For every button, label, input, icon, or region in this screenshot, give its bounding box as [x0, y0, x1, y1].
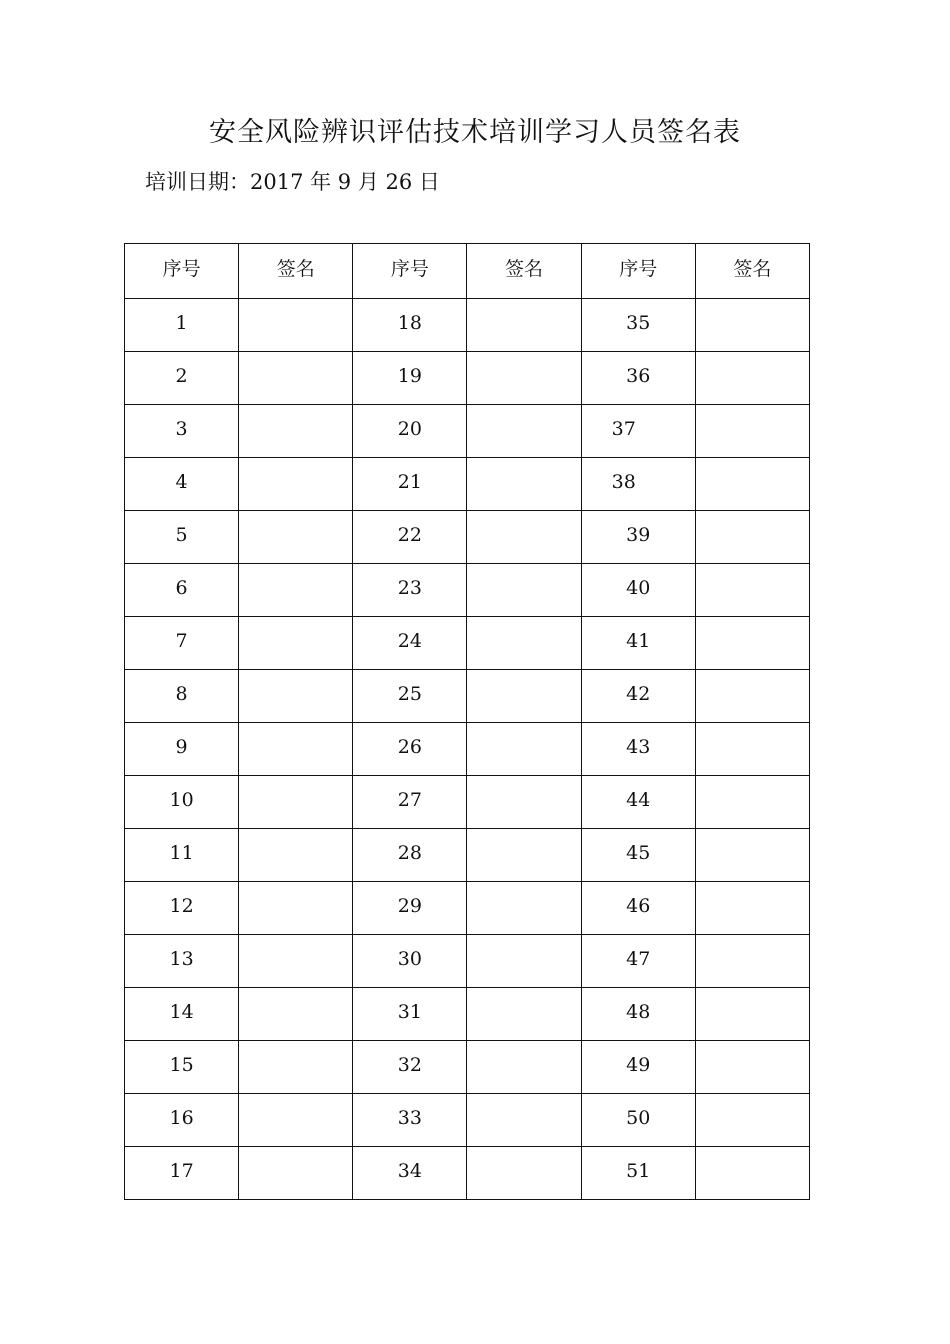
- signature-table: [124, 243, 810, 1200]
- row-number: 46: [581, 882, 695, 935]
- row-number: 16: [125, 1094, 239, 1147]
- row-number: 22: [353, 511, 467, 564]
- signature-cell[interactable]: [467, 405, 581, 458]
- signature-cell[interactable]: [239, 1041, 353, 1094]
- table-row: [125, 1094, 810, 1147]
- signature-cell[interactable]: [239, 935, 353, 988]
- signature-cell[interactable]: [467, 564, 581, 617]
- row-number: 26: [353, 723, 467, 776]
- row-number: 41: [581, 617, 695, 670]
- row-number: 30: [353, 935, 467, 988]
- signature-cell[interactable]: [695, 882, 809, 935]
- row-number: 42: [581, 670, 695, 723]
- table-row: [125, 723, 810, 776]
- signature-cell[interactable]: [239, 299, 353, 352]
- signature-cell[interactable]: [695, 617, 809, 670]
- signature-cell[interactable]: [695, 405, 809, 458]
- signature-cell[interactable]: [239, 670, 353, 723]
- signature-cell[interactable]: [467, 299, 581, 352]
- signature-cell[interactable]: [695, 511, 809, 564]
- column-header-number: 序号: [581, 244, 695, 299]
- signature-cell[interactable]: [467, 670, 581, 723]
- row-number: 44: [581, 776, 695, 829]
- signature-cell[interactable]: [695, 988, 809, 1041]
- row-number: 50: [581, 1094, 695, 1147]
- signature-cell[interactable]: [467, 617, 581, 670]
- row-number: 36: [581, 352, 695, 405]
- row-number: 31: [353, 988, 467, 1041]
- table-row: [125, 988, 810, 1041]
- table-row: [125, 829, 810, 882]
- row-number: 3: [125, 405, 239, 458]
- signature-cell[interactable]: [239, 988, 353, 1041]
- signature-cell[interactable]: [695, 299, 809, 352]
- row-number: 18: [353, 299, 467, 352]
- row-number: 40: [581, 564, 695, 617]
- signature-cell[interactable]: [695, 829, 809, 882]
- signature-cell[interactable]: [239, 511, 353, 564]
- signature-cell[interactable]: [239, 776, 353, 829]
- row-number: 27: [353, 776, 467, 829]
- signature-cell[interactable]: [239, 882, 353, 935]
- row-number: 24: [353, 617, 467, 670]
- table-row: [125, 1147, 810, 1200]
- signature-cell[interactable]: [695, 458, 809, 511]
- row-number: 51: [581, 1147, 695, 1200]
- signature-cell[interactable]: [695, 723, 809, 776]
- signature-cell[interactable]: [467, 988, 581, 1041]
- signature-cell[interactable]: [695, 564, 809, 617]
- signature-cell[interactable]: [467, 1147, 581, 1200]
- row-number: 34: [353, 1147, 467, 1200]
- table-row: [125, 670, 810, 723]
- signature-cell[interactable]: [239, 352, 353, 405]
- signature-cell[interactable]: [467, 829, 581, 882]
- signature-cell[interactable]: [239, 723, 353, 776]
- row-number: 15: [125, 1041, 239, 1094]
- signature-cell[interactable]: [239, 1147, 353, 1200]
- table-row: [125, 458, 810, 511]
- table-row: [125, 617, 810, 670]
- row-number: 23: [353, 564, 467, 617]
- table-row: [125, 1041, 810, 1094]
- row-number: 39: [581, 511, 695, 564]
- row-number: 9: [125, 723, 239, 776]
- training-date: 培训日期：2017 年 9 月 26 日: [145, 170, 440, 194]
- column-header-signature: 签名: [467, 244, 581, 299]
- signature-cell[interactable]: [467, 723, 581, 776]
- row-number: 38: [581, 458, 695, 511]
- row-number: 33: [353, 1094, 467, 1147]
- signature-cell[interactable]: [467, 1041, 581, 1094]
- column-header-signature: 签名: [239, 244, 353, 299]
- table-row: [125, 352, 810, 405]
- row-number: 6: [125, 564, 239, 617]
- table-row: [125, 564, 810, 617]
- table-row: [125, 935, 810, 988]
- row-number: 28: [353, 829, 467, 882]
- row-number: 12: [125, 882, 239, 935]
- table-header-row: [125, 244, 810, 299]
- signature-cell[interactable]: [695, 670, 809, 723]
- table-row: [125, 882, 810, 935]
- row-number: 25: [353, 670, 467, 723]
- row-number: 17: [125, 1147, 239, 1200]
- signature-cell[interactable]: [695, 776, 809, 829]
- row-number: 48: [581, 988, 695, 1041]
- row-number: 20: [353, 405, 467, 458]
- page-title: 安全风险辨识评估技术培训学习人员签名表: [209, 117, 741, 148]
- column-header-signature: 签名: [695, 244, 809, 299]
- table-row: [125, 299, 810, 352]
- row-number: 43: [581, 723, 695, 776]
- signature-cell[interactable]: [695, 935, 809, 988]
- row-number: 47: [581, 935, 695, 988]
- signature-cell[interactable]: [467, 511, 581, 564]
- row-number: 7: [125, 617, 239, 670]
- row-number: 45: [581, 829, 695, 882]
- signature-cell[interactable]: [467, 776, 581, 829]
- signature-cell[interactable]: [239, 458, 353, 511]
- table-row: [125, 405, 810, 458]
- row-number: 8: [125, 670, 239, 723]
- row-number: 29: [353, 882, 467, 935]
- row-number: 19: [353, 352, 467, 405]
- signature-cell[interactable]: [467, 458, 581, 511]
- signature-cell[interactable]: [239, 829, 353, 882]
- signature-cell[interactable]: [695, 1094, 809, 1147]
- signature-cell[interactable]: [239, 405, 353, 458]
- signature-cell[interactable]: [239, 1094, 353, 1147]
- column-header-number: 序号: [353, 244, 467, 299]
- row-number: 21: [353, 458, 467, 511]
- signature-cell[interactable]: [467, 882, 581, 935]
- row-number: 1: [125, 299, 239, 352]
- row-number: 10: [125, 776, 239, 829]
- signature-cell[interactable]: [467, 1094, 581, 1147]
- row-number: 32: [353, 1041, 467, 1094]
- signature-cell[interactable]: [695, 1041, 809, 1094]
- column-header-number: 序号: [125, 244, 239, 299]
- row-number: 11: [125, 829, 239, 882]
- row-number: 37: [581, 405, 695, 458]
- signature-cell[interactable]: [695, 1147, 809, 1200]
- signature-cell[interactable]: [467, 935, 581, 988]
- row-number: 35: [581, 299, 695, 352]
- row-number: 5: [125, 511, 239, 564]
- row-number: 49: [581, 1041, 695, 1094]
- row-number: 14: [125, 988, 239, 1041]
- table-row: [125, 776, 810, 829]
- table-body: [125, 299, 810, 1200]
- row-number: 13: [125, 935, 239, 988]
- signature-cell[interactable]: [467, 352, 581, 405]
- signature-cell[interactable]: [695, 352, 809, 405]
- signature-cell[interactable]: [239, 617, 353, 670]
- row-number: 4: [125, 458, 239, 511]
- row-number: 2: [125, 352, 239, 405]
- table-row: [125, 511, 810, 564]
- signature-cell[interactable]: [239, 564, 353, 617]
